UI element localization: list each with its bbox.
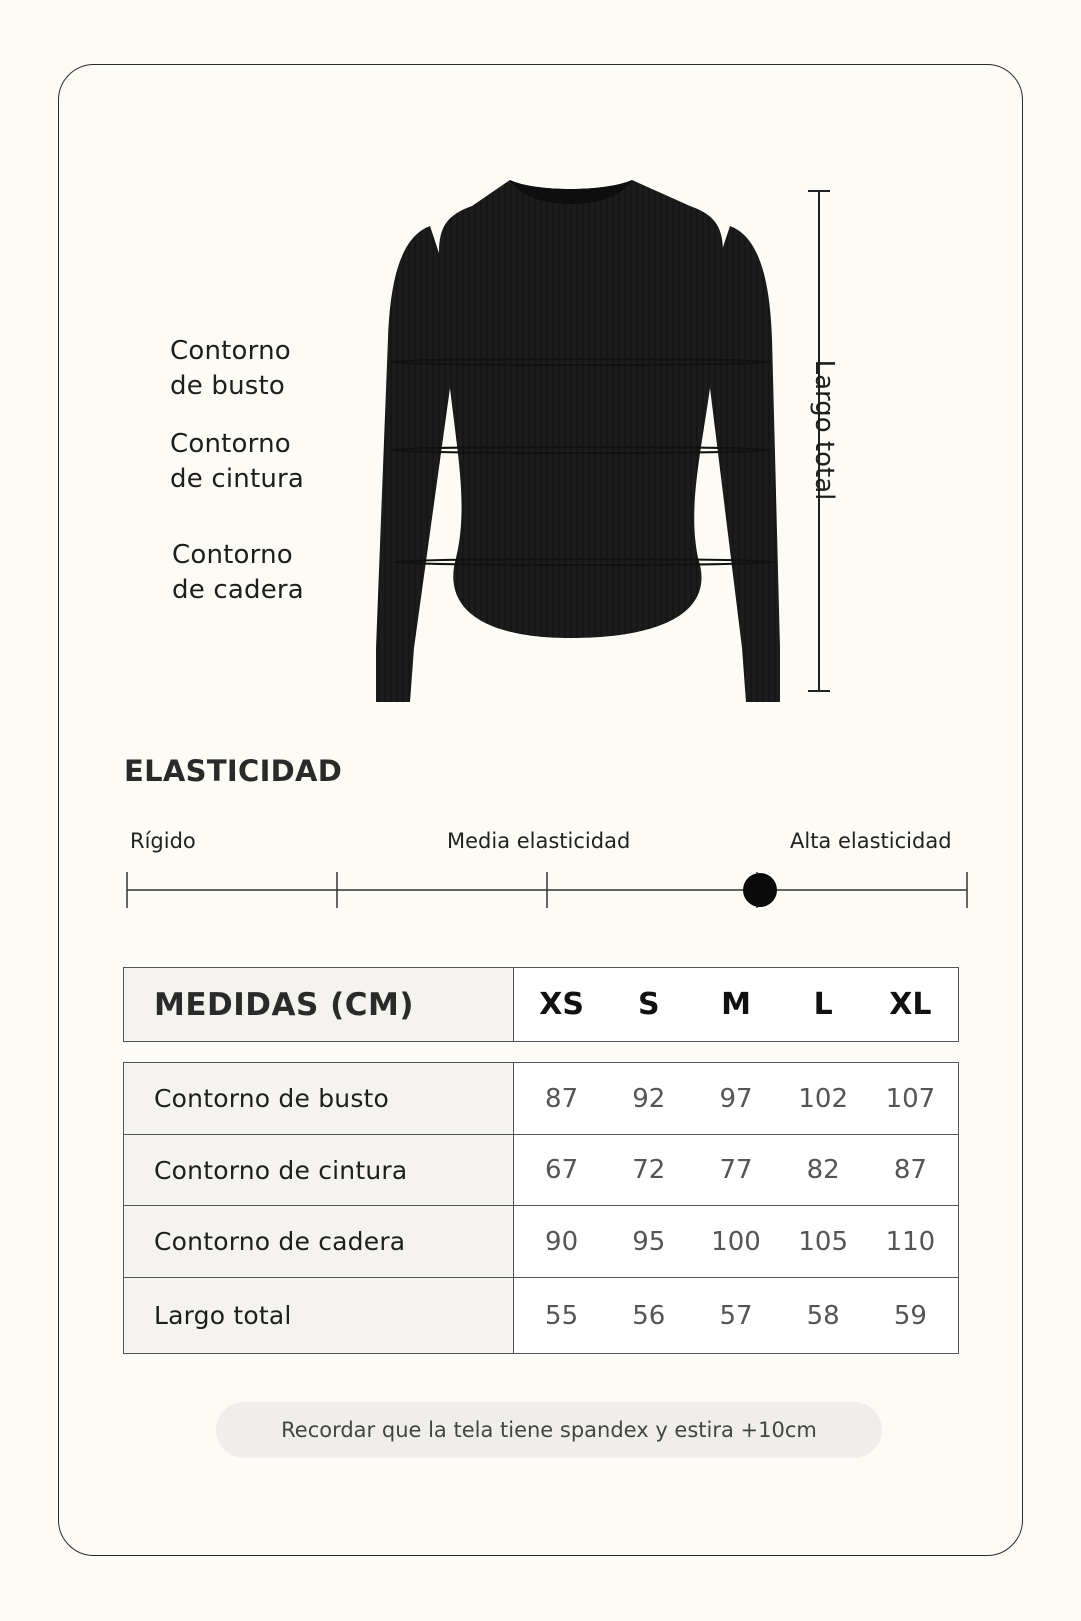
cell-value: 97: [719, 1083, 753, 1114]
spandex-note: Recordar que la tela tiene spandex y estira +10cm: [216, 1402, 882, 1458]
cell-value: 95: [632, 1226, 666, 1257]
label-contorno-cintura: Contorno de cintura: [170, 429, 305, 494]
row-label: Contorno de cadera: [124, 1205, 514, 1277]
size-table: [123, 1062, 959, 1354]
cell-value: 100: [711, 1226, 761, 1257]
cell-value: 72: [632, 1155, 666, 1185]
elasticity-label-rigid: Rígido: [130, 829, 196, 853]
elasticity-title: ELASTICIDAD: [124, 754, 343, 788]
label-largo-total: Largo total: [809, 359, 839, 501]
elasticity-marker: [743, 873, 777, 907]
row-label: Contorno de cintura: [124, 1134, 514, 1205]
cell-value: 55: [545, 1300, 579, 1331]
cell-value: 87: [545, 1083, 579, 1114]
cell-value: 67: [545, 1155, 579, 1185]
label-contorno-cadera: Contorno de cadera: [172, 540, 304, 605]
cell-value: 56: [632, 1300, 666, 1331]
table-row: [514, 1134, 958, 1205]
table-row: [514, 1277, 958, 1353]
elasticity-scale: [126, 870, 968, 910]
cell-value: 90: [545, 1226, 579, 1257]
cell-value: 59: [893, 1300, 927, 1331]
cell-value: 58: [806, 1300, 840, 1331]
row-label: Contorno de busto: [124, 1063, 514, 1134]
cell-value: 77: [719, 1155, 753, 1185]
row-label: Largo total: [124, 1277, 514, 1353]
size-xs: XS: [539, 987, 584, 1022]
cell-value: 110: [885, 1226, 936, 1257]
cell-value: 82: [806, 1155, 840, 1185]
sweater-illustration: [370, 178, 790, 708]
table-header-title: MEDIDAS (CM): [124, 968, 514, 1041]
cell-value: 105: [798, 1226, 849, 1257]
elasticity-label-medium: Media elasticidad: [447, 829, 631, 853]
cell-value: 57: [719, 1300, 753, 1331]
cell-value: 92: [632, 1083, 666, 1114]
size-s: S: [637, 987, 660, 1022]
table-row: [514, 1063, 958, 1134]
label-contorno-busto: Contorno de busto: [170, 336, 291, 401]
cell-value: 102: [798, 1083, 849, 1114]
elasticity-label-high: Alta elasticidad: [790, 829, 952, 853]
size-l: L: [813, 987, 833, 1022]
size-xl: XL: [889, 987, 932, 1022]
table-row: [514, 1205, 958, 1277]
size-m: M: [721, 987, 751, 1022]
cell-value: 107: [885, 1083, 936, 1114]
size-columns: [514, 968, 958, 1041]
cell-value: 87: [893, 1155, 927, 1185]
size-table-header: [123, 967, 959, 1042]
